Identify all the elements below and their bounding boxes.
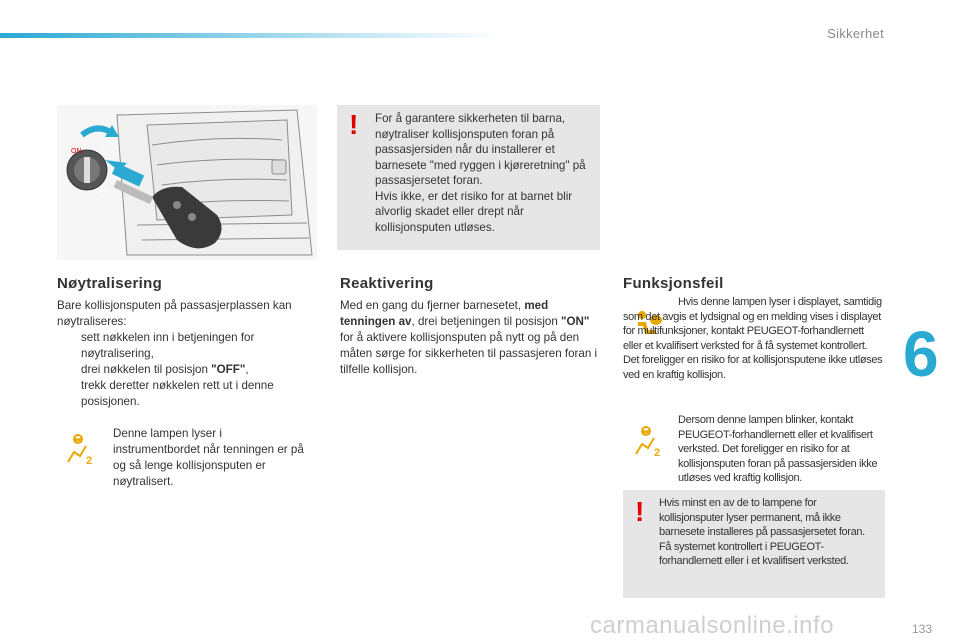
exclamation-icon: !: [349, 109, 359, 140]
warning-bottom-text-1: Hvis minst en av de to lampene for kollisjonsputer lyser permanent, må ikke barnesete installeres på passasjersetet foran.: [659, 497, 865, 538]
step-2-bold: "OFF": [211, 363, 246, 376]
warning-bottom-text-2: Få systemet kontrollert i PEUGEOT-forhandlernett eller i et kvalifisert verksted.: [659, 540, 849, 567]
neutralisering-intro: Bare kollisjonsputen på passasjerplassen kan nøytraliseres:: [57, 299, 292, 328]
warning-bottom-text: [659, 496, 881, 569]
svg-text:2: 2: [654, 447, 661, 458]
warning-box-top: [337, 105, 600, 250]
warning-top-text: [375, 111, 595, 235]
svg-text:OFF: OFF: [95, 188, 109, 195]
step-2-pre: drei nøkkelen til posisjon: [81, 363, 212, 376]
reaktivering-p3: for å aktivere kollisjonsputen på nytt og på den måten sørge for sikkerheten til passasjeren foran i tilfelle kollisjon.: [340, 331, 598, 376]
list-item: [57, 378, 317, 410]
reaktivering-p1-bold: med tenningen av: [340, 299, 549, 328]
section-title: Sikkerhet: [827, 26, 884, 41]
chapter-number: 6: [903, 318, 939, 390]
heading-funksjonsfeil: Funksjonsfeil: [623, 275, 724, 292]
heading-reaktivering: Reaktivering: [340, 275, 434, 292]
neutralisering-body: [57, 298, 317, 410]
airbag-off-lamp-icon: [632, 424, 666, 458]
header-accent-bar: [0, 33, 500, 38]
reaktivering-body: [340, 298, 602, 378]
list-item: [57, 362, 317, 378]
step-3: trekk deretter nøkkelen rett ut i denne posisjonen.: [81, 379, 274, 408]
step-2-post: ,: [245, 363, 249, 376]
list-item: [57, 330, 317, 362]
heading-neutralisering: Nøytralisering: [57, 275, 163, 292]
illustration-key-switch: [57, 105, 317, 260]
reaktivering-p1: Med en gang du fjerner barnesetet,: [340, 299, 525, 312]
airbag-off-lamp-icon: [64, 432, 98, 466]
funksjonsfeil-block-1-text: Hvis denne lampen lyser i displayet, samtidig som det avgis et lydsignal og en melding vises i displayet for multifunksjoner, kontakt PEUGEOT-forhandlernett eller et kvalifisert verksted for å få systemet kontrollert. Det foreligger en risiko for at kollisjonsputene ikke utløses ved en kraftig kollisjon.: [623, 296, 883, 381]
svg-text:ON: ON: [71, 148, 82, 155]
warning-top-text-2: Hvis ikke, er det risiko for at barnet blir alvorlig skadet eller drept når kollisjonsputen utløses.: [375, 189, 573, 234]
exclamation-icon: !: [635, 496, 645, 527]
warning-box-bottom: [623, 490, 885, 598]
warning-top-text-1: For å garantere sikkerheten til barna, nøytraliser kollisjonsputen foran på passasjersiden når du installerer et barnesete "med ryggen i kjøreretning" på passasjersetet foran.: [375, 112, 586, 187]
page-number: 133: [912, 622, 933, 636]
reaktivering-p2: , drei betjeningen til posisjon: [411, 315, 562, 328]
lamp-off-text: Denne lampen lyser i instrumentbordet når tenningen er på og så lenge kollisjonsputen er nøytralisert.: [113, 427, 304, 488]
watermark: carmanualsonline.info: [590, 612, 834, 639]
funksjonsfeil-block-2: Dersom denne lampen blinker, kontakt PEUGEOT-forhandlernett eller et kvalifisert verksted. Det foreligger en risiko for at kollisjonsputen foran på passasjersiden ikke utløses ved kraftig kollisjon.: [678, 414, 878, 484]
step-1: sett nøkkelen inn i betjeningen for nøytralisering,: [81, 331, 255, 360]
reaktivering-p2-bold: "ON": [561, 315, 590, 328]
neutralisering-steps: [57, 330, 317, 410]
svg-text:2: 2: [86, 455, 93, 466]
